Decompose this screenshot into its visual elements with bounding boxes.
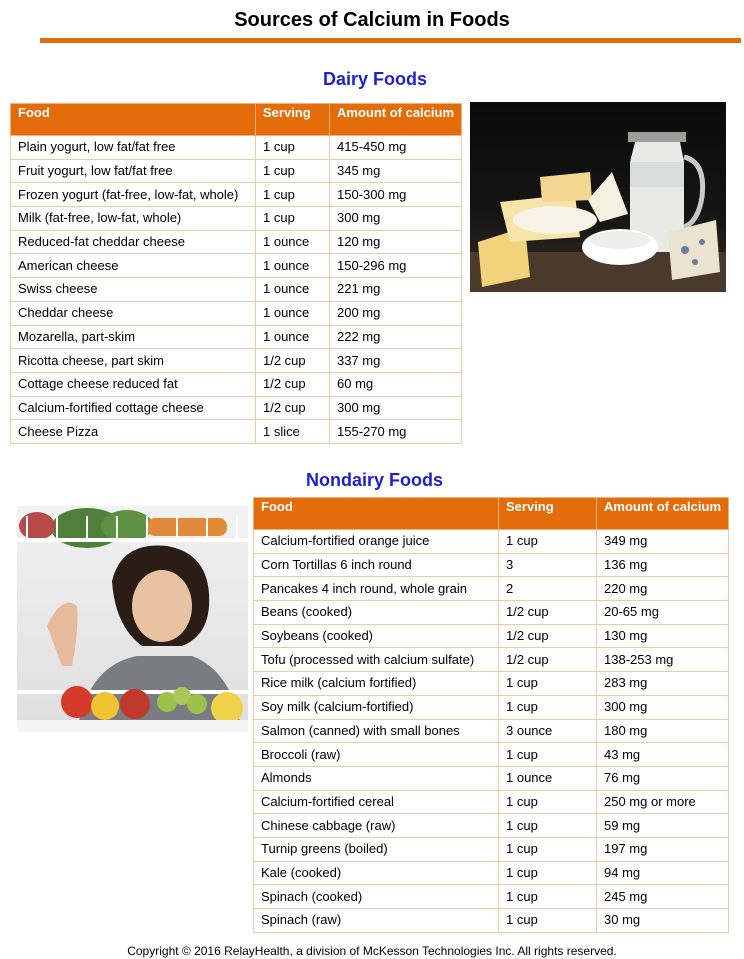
serving-cell: 1 cup bbox=[499, 814, 597, 838]
dairy-table bbox=[10, 103, 462, 444]
serving-cell: 1 slice bbox=[256, 420, 330, 444]
woman-looking-in-refrigerator-photo bbox=[17, 506, 248, 732]
serving-cell: 1/2 cup bbox=[499, 624, 597, 648]
table-row bbox=[11, 183, 462, 207]
serving-cell: 1/2 cup bbox=[256, 372, 330, 396]
food-cell: Chinese cabbage (raw) bbox=[254, 814, 499, 838]
table-row bbox=[11, 136, 462, 160]
amount-cell: 59 mg bbox=[597, 814, 729, 838]
table-row bbox=[254, 577, 729, 601]
dairy-heading: Dairy Foods bbox=[323, 69, 428, 89]
food-cell: Calcium-fortified orange juice bbox=[254, 530, 499, 554]
food-cell: Calcium-fortified cereal bbox=[254, 790, 499, 814]
table-row bbox=[11, 230, 462, 254]
food-cell: Mozarella, part-skim bbox=[11, 325, 256, 349]
serving-cell: 1 cup bbox=[499, 672, 597, 696]
serving-cell: 1 cup bbox=[499, 885, 597, 909]
amount-cell: 180 mg bbox=[597, 719, 729, 743]
amount-cell: 300 mg bbox=[330, 207, 462, 231]
column-header-amount: Amount of calcium bbox=[597, 498, 729, 530]
amount-cell: 30 mg bbox=[597, 909, 729, 933]
food-cell: Soybeans (cooked) bbox=[254, 624, 499, 648]
amount-cell: 150-296 mg bbox=[330, 254, 462, 278]
food-cell: Salmon (canned) with small bones bbox=[254, 719, 499, 743]
serving-cell: 1 ounce bbox=[256, 325, 330, 349]
amount-cell: 345 mg bbox=[330, 159, 462, 183]
amount-cell: 20-65 mg bbox=[597, 601, 729, 625]
amount-cell: 130 mg bbox=[597, 624, 729, 648]
table-row bbox=[11, 325, 462, 349]
serving-cell: 1 cup bbox=[256, 159, 330, 183]
food-cell: Tofu (processed with calcium sulfate) bbox=[254, 648, 499, 672]
table-row bbox=[254, 648, 729, 672]
serving-cell: 1 ounce bbox=[256, 301, 330, 325]
table-row bbox=[254, 861, 729, 885]
food-cell: Ricotta cheese, part skim bbox=[11, 349, 256, 373]
food-cell: Broccoli (raw) bbox=[254, 743, 499, 767]
food-cell: Cheddar cheese bbox=[11, 301, 256, 325]
amount-cell: 221 mg bbox=[330, 278, 462, 302]
nondairy-table bbox=[253, 497, 729, 933]
amount-cell: 155-270 mg bbox=[330, 420, 462, 444]
food-cell: Beans (cooked) bbox=[254, 601, 499, 625]
table-row bbox=[11, 349, 462, 373]
amount-cell: 300 mg bbox=[330, 396, 462, 420]
food-cell: Spinach (raw) bbox=[254, 909, 499, 933]
column-header-food: Food bbox=[11, 104, 256, 136]
amount-cell: 138-253 mg bbox=[597, 648, 729, 672]
food-cell: Reduced-fat cheddar cheese bbox=[11, 230, 256, 254]
amount-cell: 337 mg bbox=[330, 349, 462, 373]
serving-cell: 1 cup bbox=[256, 207, 330, 231]
serving-cell: 1 cup bbox=[499, 695, 597, 719]
food-cell: Fruit yogurt, low fat/fat free bbox=[11, 159, 256, 183]
table-row bbox=[254, 766, 729, 790]
table-row bbox=[11, 420, 462, 444]
table-row bbox=[254, 695, 729, 719]
amount-cell: 283 mg bbox=[597, 672, 729, 696]
amount-cell: 60 mg bbox=[330, 372, 462, 396]
amount-cell: 220 mg bbox=[597, 577, 729, 601]
serving-cell: 3 bbox=[499, 553, 597, 577]
amount-cell: 300 mg bbox=[597, 695, 729, 719]
serving-cell: 1 ounce bbox=[256, 278, 330, 302]
table-row bbox=[254, 530, 729, 554]
food-cell: Turnip greens (boiled) bbox=[254, 837, 499, 861]
amount-cell: 150-300 mg bbox=[330, 183, 462, 207]
amount-cell: 250 mg or more bbox=[597, 790, 729, 814]
food-cell: Pancakes 4 inch round, whole grain bbox=[254, 577, 499, 601]
food-cell: Milk (fat-free, low-fat, whole) bbox=[11, 207, 256, 231]
table-row bbox=[11, 278, 462, 302]
table-row bbox=[254, 553, 729, 577]
column-header-serving: Serving bbox=[256, 104, 330, 136]
serving-cell: 1 ounce bbox=[499, 766, 597, 790]
amount-cell: 94 mg bbox=[597, 861, 729, 885]
nondairy-heading: Nondairy Foods bbox=[306, 470, 444, 490]
table-row bbox=[254, 719, 729, 743]
table-header-row bbox=[254, 498, 729, 530]
table-row bbox=[254, 672, 729, 696]
serving-cell: 1 cup bbox=[499, 837, 597, 861]
copyright-notice: Copyright © 2016 RelayHealth, a division of McKesson Technologies Inc. All rights reserved. bbox=[127, 944, 617, 958]
table-row bbox=[11, 254, 462, 278]
table-row bbox=[254, 790, 729, 814]
food-cell: Swiss cheese bbox=[11, 278, 256, 302]
serving-cell: 1 ounce bbox=[256, 230, 330, 254]
table-row bbox=[254, 909, 729, 933]
serving-cell: 3 ounce bbox=[499, 719, 597, 743]
refrigerator-illustration bbox=[17, 506, 248, 732]
table-row bbox=[11, 301, 462, 325]
table-row bbox=[11, 372, 462, 396]
page-title: Sources of Calcium in Foods bbox=[234, 9, 510, 31]
serving-cell: 1/2 cup bbox=[499, 648, 597, 672]
serving-cell: 1 cup bbox=[256, 136, 330, 160]
column-header-amount: Amount of calcium bbox=[330, 104, 462, 136]
amount-cell: 197 mg bbox=[597, 837, 729, 861]
amount-cell: 415-450 mg bbox=[330, 136, 462, 160]
table-row bbox=[11, 207, 462, 231]
food-cell: Corn Tortillas 6 inch round bbox=[254, 553, 499, 577]
food-cell: Cheese Pizza bbox=[11, 420, 256, 444]
amount-cell: 222 mg bbox=[330, 325, 462, 349]
column-header-serving: Serving bbox=[499, 498, 597, 530]
amount-cell: 136 mg bbox=[597, 553, 729, 577]
food-cell: Rice milk (calcium fortified) bbox=[254, 672, 499, 696]
serving-cell: 1/2 cup bbox=[256, 349, 330, 373]
title-divider bbox=[40, 38, 741, 43]
serving-cell: 1 cup bbox=[499, 530, 597, 554]
serving-cell: 1/2 cup bbox=[499, 601, 597, 625]
amount-cell: 43 mg bbox=[597, 743, 729, 767]
serving-cell: 1 ounce bbox=[256, 254, 330, 278]
food-cell: Cottage cheese reduced fat bbox=[11, 372, 256, 396]
food-cell: Spinach (cooked) bbox=[254, 885, 499, 909]
food-cell: Kale (cooked) bbox=[254, 861, 499, 885]
amount-cell: 76 mg bbox=[597, 766, 729, 790]
column-header-food: Food bbox=[254, 498, 499, 530]
table-row bbox=[254, 837, 729, 861]
table-row bbox=[254, 885, 729, 909]
serving-cell: 1 cup bbox=[499, 909, 597, 933]
food-cell: Calcium-fortified cottage cheese bbox=[11, 396, 256, 420]
serving-cell: 1 cup bbox=[499, 790, 597, 814]
serving-cell: 1 cup bbox=[256, 183, 330, 207]
food-cell: Almonds bbox=[254, 766, 499, 790]
amount-cell: 120 mg bbox=[330, 230, 462, 254]
dairy-products-photo bbox=[470, 102, 726, 292]
food-cell: Soy milk (calcium-fortified) bbox=[254, 695, 499, 719]
table-row bbox=[254, 624, 729, 648]
serving-cell: 1 cup bbox=[499, 743, 597, 767]
table-header-row bbox=[11, 104, 462, 136]
serving-cell: 1 cup bbox=[499, 861, 597, 885]
table-row bbox=[254, 743, 729, 767]
food-cell: Frozen yogurt (fat-free, low-fat, whole) bbox=[11, 183, 256, 207]
table-row bbox=[11, 396, 462, 420]
serving-cell: 2 bbox=[499, 577, 597, 601]
table-row bbox=[11, 159, 462, 183]
amount-cell: 349 mg bbox=[597, 530, 729, 554]
dairy-illustration bbox=[470, 102, 726, 292]
serving-cell: 1/2 cup bbox=[256, 396, 330, 420]
food-cell: American cheese bbox=[11, 254, 256, 278]
table-row bbox=[254, 814, 729, 838]
food-cell: Plain yogurt, low fat/fat free bbox=[11, 136, 256, 160]
amount-cell: 200 mg bbox=[330, 301, 462, 325]
table-row bbox=[254, 601, 729, 625]
amount-cell: 245 mg bbox=[597, 885, 729, 909]
